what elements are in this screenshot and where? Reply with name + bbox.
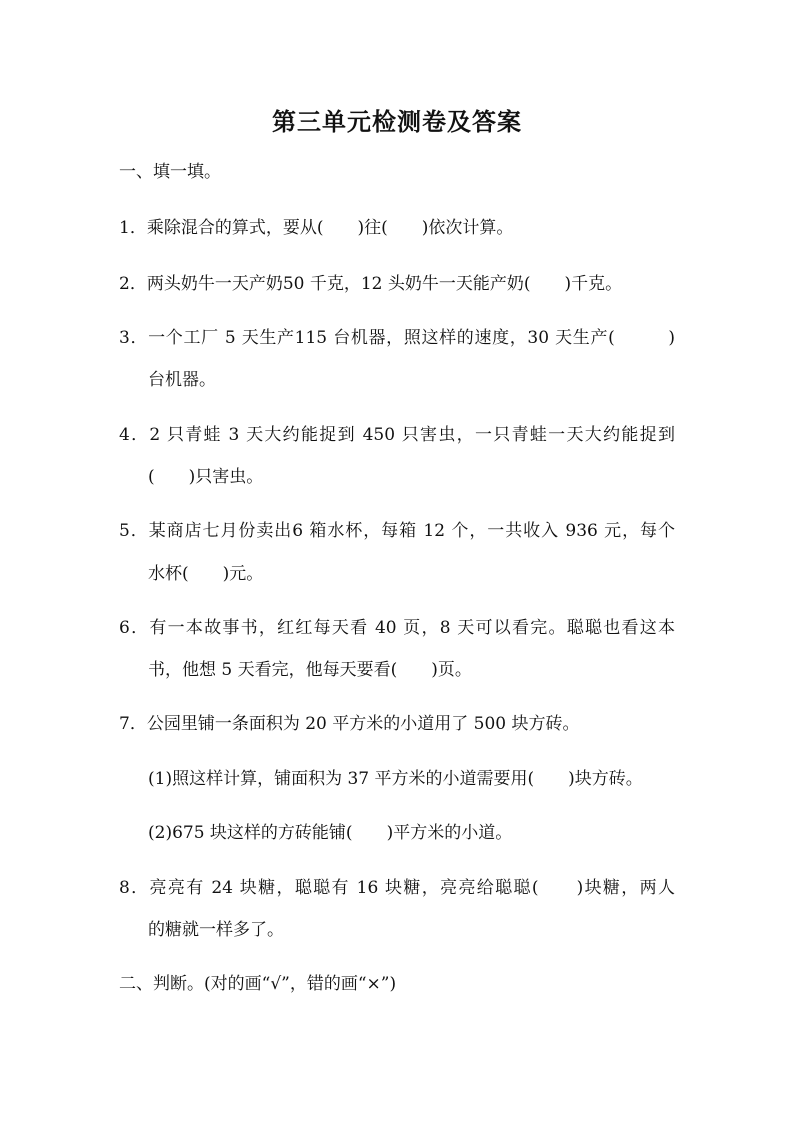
page-title: 第三单元检测卷及答案: [272, 108, 522, 136]
question-3-line-1: 3．一个工厂 5 天生产115 台机器，照这样的速度，30 天生产( ): [119, 328, 675, 348]
question-4-line-1: 4．2 只青蛙 3 天大约能捉到 450 只害虫，一只青蛙一天大约能捉到: [119, 425, 675, 445]
question-6-line-2: 书，他想 5 天看完，他每天要看( )页。: [148, 660, 472, 680]
question-2: 2．两头奶牛一天产奶50 千克，12 头奶牛一天能产奶( )千克。: [119, 274, 623, 294]
question-5-line-2: 水杯( )元。: [148, 564, 264, 584]
question-7: 7．公园里铺一条面积为 20 平方米的小道用了 500 块方砖。: [119, 714, 580, 734]
question-8-line-2: 的糖就一样多了。: [148, 920, 284, 940]
question-5-line-1: 5．某商店七月份卖出6 箱水杯，每箱 12 个，一共收入 936 元，每个: [119, 521, 675, 541]
question-7-part-1: (1)照这样计算，铺面积为 37 平方米的小道需要用( )块方砖。: [148, 769, 643, 789]
section-heading-fill: 一、填一填。: [119, 162, 221, 182]
question-8-line-1: 8．亮亮有 24 块糖，聪聪有 16 块糖，亮亮给聪聪( )块糖，两人: [119, 878, 675, 898]
question-6-line-1: 6．有一本故事书，红红每天看 40 页，8 天可以看完。聪聪也看这本: [119, 618, 675, 638]
question-7-part-2: (2)675 块这样的方砖能铺( )平方米的小道。: [148, 823, 513, 843]
section-heading-judge: 二、判断。(对的画“√”，错的画“×”): [119, 974, 397, 994]
question-4-line-2: ( )只害虫。: [148, 467, 264, 487]
question-3-line-2: 台机器。: [148, 370, 216, 390]
question-1: 1．乘除混合的算式，要从( )往( )依次计算。: [119, 218, 514, 238]
